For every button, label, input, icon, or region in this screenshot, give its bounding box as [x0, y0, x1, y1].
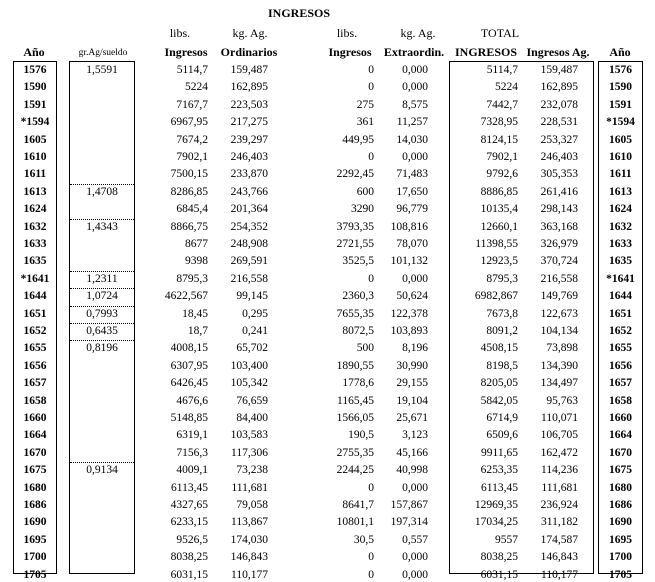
cell-extraordinary-libs: 275 — [356, 98, 374, 111]
cell-total-kg: 114,236 — [541, 464, 578, 477]
cell-year-right: 1651 — [609, 307, 632, 320]
cell-extraordinary-libs: 3793,35 — [336, 220, 374, 233]
cell-extraordinary-kg: 71,483 — [396, 168, 428, 181]
header-extraordinarios: Extraordin. — [383, 45, 445, 59]
cell-year-left: *1594 — [20, 116, 50, 129]
cell-extraordinary-kg: 101,132 — [390, 255, 428, 268]
cell-total-libs: 12969,35 — [474, 499, 518, 511]
cell-extraordinary-kg: 108,816 — [390, 220, 428, 233]
cell-ordinary-kg: 99,145 — [236, 290, 268, 303]
cell-ordinary-libs: 4676,6 — [176, 394, 208, 407]
cell-total-libs: 8795,3 — [486, 272, 518, 285]
cell-total-libs: 8886,85 — [480, 185, 518, 198]
header-ingresos-extraordinarios: Ingresos — [328, 45, 372, 59]
cell-year-right: *1594 — [606, 116, 635, 129]
cell-extraordinary-kg: 8,575 — [402, 98, 428, 111]
cell-total-libs: 6982,867 — [474, 290, 518, 303]
cell-extraordinary-kg: 0,000 — [402, 64, 428, 76]
cell-total-libs: 12660,1 — [480, 220, 518, 233]
cell-year-left: 1675 — [23, 464, 47, 477]
cell-year-left: 1655 — [23, 342, 47, 355]
cell-extraordinary-libs: 8072,5 — [342, 325, 374, 337]
cell-ordinary-libs: 4327,65 — [170, 499, 208, 511]
cell-total-kg: 146,843 — [540, 551, 578, 564]
cell-extraordinary-kg: 50,624 — [396, 290, 428, 303]
cell-ordinary-kg: 239,297 — [230, 133, 268, 146]
cell-ordinary-libs: 7167,7 — [176, 98, 208, 111]
cell-total-libs: 12923,5 — [480, 255, 518, 268]
ratio-separator — [70, 288, 134, 289]
header-ordinarios: Ordinarios — [220, 45, 278, 59]
cell-total-kg: 111,681 — [541, 481, 578, 494]
header-kg-extraordinarios: kg. Ag. — [400, 26, 436, 40]
cell-extraordinary-kg: 11,257 — [396, 116, 428, 129]
cell-ordinary-libs: 5148,85 — [170, 412, 208, 424]
cell-ordinary-libs: 6307,95 — [170, 359, 208, 372]
cell-total-libs: 4508,15 — [480, 342, 518, 355]
cell-extraordinary-libs: 2721,55 — [336, 238, 374, 250]
cell-year-left: 1644 — [23, 290, 47, 303]
cell-total-kg: 216,558 — [540, 272, 578, 285]
cell-extraordinary-kg: 19,104 — [396, 394, 428, 407]
cell-ordinary-libs: 8038,25 — [170, 551, 208, 564]
cell-total-libs: 9792,6 — [486, 168, 518, 181]
cell-ordinary-libs: 7500,15 — [170, 168, 208, 181]
cell-ordinary-kg: 223,503 — [230, 98, 268, 111]
cell-extraordinary-libs: 8641,7 — [342, 499, 374, 511]
cell-extraordinary-libs: 1890,55 — [336, 359, 374, 372]
cell-ordinary-libs: 8866,75 — [170, 220, 208, 233]
cell-ordinary-libs: 6967,95 — [170, 116, 208, 129]
cell-total-libs: 5114,7 — [486, 64, 518, 76]
cell-ordinary-kg: 201,364 — [230, 203, 268, 216]
cell-ratio: 0,6435 — [86, 325, 118, 337]
cell-extraordinary-libs: 2292,45 — [336, 168, 374, 181]
header-year-right: Año — [609, 45, 631, 59]
cell-extraordinary-libs: 449,95 — [342, 133, 374, 146]
cell-total-kg: 298,143 — [540, 203, 578, 216]
cell-year-right: 1700 — [609, 551, 632, 564]
ratio-separator — [70, 184, 134, 185]
cell-total-libs: 8124,15 — [480, 133, 518, 146]
cell-ordinary-kg: 84,400 — [236, 412, 268, 424]
cell-year-right: 1680 — [609, 481, 632, 494]
cell-extraordinary-kg: 0,000 — [402, 568, 428, 581]
cell-total-libs: 7673,8 — [486, 307, 518, 320]
cell-year-left: 1652 — [23, 325, 47, 337]
cell-ordinary-kg: 76,659 — [236, 394, 268, 407]
cell-year-right: 1635 — [609, 255, 632, 268]
cell-year-left: 1670 — [23, 446, 47, 459]
cell-ordinary-kg: 79,058 — [236, 499, 268, 511]
cell-total-kg: 162,895 — [540, 81, 578, 94]
header-kg-ordinarios: kg. Ag. — [232, 26, 268, 40]
header-year-left: Año — [23, 45, 45, 59]
cell-extraordinary-libs: 0 — [368, 81, 374, 94]
cell-ordinary-kg: 246,403 — [230, 151, 268, 163]
cell-ordinary-kg: 159,487 — [230, 64, 268, 76]
cell-year-right: 1675 — [609, 464, 632, 477]
ratio-separator — [70, 271, 134, 272]
cell-ordinary-kg: 111,681 — [231, 481, 268, 494]
cell-total-libs: 7328,95 — [480, 116, 518, 129]
cell-total-kg: 134,390 — [540, 359, 578, 372]
cell-ordinary-libs: 7674,2 — [176, 133, 208, 146]
cell-year-right: 1660 — [609, 412, 632, 424]
header-ingresos-ag: Ingresos Ag. — [526, 45, 590, 59]
cell-total-libs: 8091,2 — [486, 325, 518, 337]
cell-extraordinary-kg: 0,000 — [402, 81, 428, 94]
cell-ordinary-kg: 248,908 — [230, 238, 268, 250]
cell-total-kg: 326,979 — [540, 238, 578, 250]
cell-year-left: 1611 — [23, 168, 47, 181]
cell-total-kg: 311,182 — [541, 516, 578, 529]
cell-extraordinary-libs: 190,5 — [348, 429, 374, 442]
cell-extraordinary-kg: 197,314 — [390, 516, 428, 529]
cell-extraordinary-libs: 500 — [356, 342, 374, 355]
ratio-separator — [70, 462, 134, 463]
header-libs-ordinarios: libs. — [169, 26, 191, 40]
cell-extraordinary-kg: 45,166 — [396, 446, 428, 459]
cell-year-right: 1664 — [609, 429, 632, 442]
cell-year-left: 1664 — [23, 429, 47, 442]
cell-year-left: 1635 — [23, 255, 47, 268]
cell-extraordinary-libs: 361 — [356, 116, 374, 129]
cell-ordinary-libs: 8286,85 — [170, 185, 208, 198]
cell-total-kg: 122,673 — [540, 307, 578, 320]
cell-extraordinary-libs: 30,5 — [353, 533, 374, 546]
header-total: TOTAL — [480, 26, 520, 40]
cell-total-kg: 110,177 — [541, 568, 578, 581]
cell-extraordinary-libs: 0 — [368, 481, 374, 494]
cell-total-kg: 73,898 — [546, 342, 578, 355]
cell-extraordinary-kg: 78,070 — [396, 238, 428, 250]
cell-total-kg: 174,587 — [540, 533, 578, 546]
cell-year-right: 1605 — [609, 133, 632, 146]
cell-year-left: 1632 — [23, 220, 47, 233]
cell-ordinary-libs: 5114,7 — [176, 64, 208, 76]
cell-year-left: 1658 — [23, 394, 47, 407]
cell-total-kg: 370,724 — [540, 255, 578, 268]
cell-year-left: 1633 — [23, 238, 47, 250]
cell-total-kg: 95,763 — [546, 394, 578, 407]
cell-ordinary-kg: 146,843 — [230, 551, 268, 564]
cell-total-kg: 228,531 — [540, 116, 578, 129]
cell-year-right: 1670 — [609, 446, 632, 459]
cell-extraordinary-kg: 0,000 — [402, 551, 428, 564]
cell-year-left: 1657 — [23, 377, 47, 390]
cell-ordinary-libs: 9398 — [185, 255, 208, 268]
cell-year-right: 1658 — [609, 394, 632, 407]
cell-year-right: 1613 — [609, 185, 632, 198]
cell-extraordinary-libs: 1778,6 — [342, 377, 374, 390]
cell-extraordinary-libs: 600 — [356, 185, 374, 198]
cell-year-left: 1690 — [23, 516, 47, 529]
cell-extraordinary-kg: 17,650 — [396, 185, 428, 198]
cell-total-kg: 104,134 — [540, 325, 578, 337]
cell-total-kg: 246,403 — [540, 151, 578, 163]
cell-ordinary-kg: 243,766 — [230, 185, 268, 198]
cell-ordinary-libs: 7156,3 — [176, 446, 208, 459]
cell-total-kg: 149,769 — [540, 290, 578, 303]
cell-ratio: 0,8196 — [86, 342, 118, 355]
cell-extraordinary-kg: 103,893 — [390, 325, 428, 337]
cell-total-libs: 9557 — [495, 533, 518, 546]
cell-extraordinary-libs: 3525,5 — [342, 255, 374, 268]
cell-year-left: 1576 — [23, 64, 47, 76]
cell-extraordinary-kg: 3,123 — [402, 429, 428, 442]
cell-year-left: 1605 — [23, 133, 47, 146]
cell-year-right: 1657 — [609, 377, 632, 390]
cell-extraordinary-kg: 8,196 — [402, 342, 428, 355]
cell-extraordinary-libs: 2360,3 — [342, 290, 374, 303]
cell-ordinary-libs: 9526,5 — [176, 533, 208, 546]
cell-ordinary-kg: 73,238 — [236, 464, 268, 477]
cell-year-left: 1613 — [23, 185, 47, 198]
cell-ordinary-kg: 65,702 — [236, 342, 268, 355]
cell-ratio: 1,0724 — [86, 290, 118, 303]
cell-ordinary-kg: 174,030 — [230, 533, 268, 546]
cell-ratio: 1,4343 — [86, 220, 118, 233]
cell-total-kg: 305,353 — [540, 168, 578, 181]
cell-ordinary-kg: 0,295 — [242, 307, 268, 320]
cell-ordinary-libs: 6845,4 — [176, 203, 208, 216]
cell-total-kg: 106,705 — [540, 429, 578, 442]
cell-year-left: 1660 — [23, 412, 47, 424]
cell-ordinary-libs: 6031,15 — [170, 568, 208, 581]
cell-ordinary-kg: 110,177 — [231, 568, 268, 581]
cell-year-right: 1590 — [609, 81, 632, 94]
cell-year-right: 1686 — [609, 499, 632, 511]
cell-year-left: 1624 — [23, 203, 47, 216]
cell-year-left: 1680 — [23, 481, 47, 494]
cell-total-libs: 8198,5 — [486, 359, 518, 372]
cell-total-kg: 363,168 — [540, 220, 578, 233]
cell-extraordinary-libs: 0 — [368, 551, 374, 564]
cell-ordinary-kg: 113,867 — [231, 516, 268, 529]
cell-ordinary-kg: 162,895 — [230, 81, 268, 94]
cell-year-left: 1590 — [23, 81, 47, 94]
cell-year-left: 1610 — [23, 151, 47, 163]
cell-total-libs: 10135,4 — [480, 203, 518, 216]
cell-total-libs: 8205,05 — [480, 377, 518, 390]
cell-year-left: 1705 — [23, 568, 47, 581]
cell-year-right: *1641 — [606, 272, 635, 285]
cell-ratio: 1,2311 — [86, 272, 118, 285]
cell-total-kg: 110,071 — [541, 412, 578, 424]
cell-total-libs: 8038,25 — [480, 551, 518, 564]
cell-ordinary-libs: 4009,1 — [176, 464, 208, 477]
cell-ordinary-libs: 18,7 — [187, 325, 208, 337]
cell-extraordinary-kg: 0,000 — [402, 272, 428, 285]
cell-extraordinary-libs: 0 — [368, 568, 374, 581]
cell-total-libs: 17034,25 — [474, 516, 518, 529]
cell-total-kg: 236,924 — [540, 499, 578, 511]
cell-year-right: 1644 — [609, 290, 632, 303]
cell-year-right: 1695 — [609, 533, 632, 546]
cell-total-libs: 6509,6 — [486, 429, 518, 442]
cell-ordinary-kg: 103,400 — [230, 359, 268, 372]
cell-ordinary-libs: 4008,15 — [170, 342, 208, 355]
cell-extraordinary-libs: 0 — [368, 64, 374, 76]
cell-extraordinary-libs: 1165,45 — [337, 394, 374, 407]
ratio-separator — [70, 219, 134, 220]
cell-year-right: 1632 — [609, 220, 632, 233]
cell-year-right: 1624 — [609, 203, 632, 216]
cell-ordinary-kg: 269,591 — [230, 255, 268, 268]
cell-extraordinary-kg: 30,990 — [396, 359, 428, 372]
cell-ordinary-libs: 18,45 — [182, 307, 208, 320]
page-title: INGRESOS — [268, 6, 331, 20]
cell-ordinary-libs: 5224 — [185, 81, 208, 94]
cell-ratio: 0,7993 — [86, 307, 118, 320]
cell-year-right: 1611 — [609, 168, 632, 181]
cell-extraordinary-kg: 96,779 — [396, 203, 428, 216]
cell-year-left: 1695 — [23, 533, 47, 546]
cell-total-kg: 253,327 — [540, 133, 578, 146]
cell-ordinary-libs: 6233,15 — [170, 516, 208, 529]
cell-extraordinary-libs: 0 — [368, 272, 374, 285]
cell-ordinary-kg: 233,870 — [230, 168, 268, 181]
cell-year-right: 1690 — [609, 516, 632, 529]
header-libs-extraordinarios: libs. — [336, 26, 358, 40]
cell-ordinary-kg: 217,275 — [230, 116, 268, 129]
cell-total-libs: 6253,35 — [480, 464, 518, 477]
cell-extraordinary-libs: 1566,05 — [336, 412, 374, 424]
cell-year-left: *1641 — [20, 272, 50, 285]
cell-total-libs: 6714,9 — [486, 412, 518, 424]
cell-year-right: 1705 — [609, 568, 632, 581]
cell-ordinary-kg: 254,352 — [230, 220, 268, 233]
cell-extraordinary-kg: 40,998 — [396, 464, 428, 477]
cell-ordinary-kg: 105,342 — [230, 377, 268, 390]
cell-year-left: 1656 — [23, 359, 47, 372]
cell-extraordinary-kg: 0,557 — [402, 533, 428, 546]
cell-extraordinary-kg: 25,671 — [396, 412, 428, 424]
cell-extraordinary-libs: 2755,35 — [336, 446, 374, 459]
cell-total-libs: 7902,1 — [486, 151, 518, 163]
cell-year-right: 1610 — [609, 151, 632, 163]
cell-extraordinary-libs: 10801,1 — [336, 516, 374, 529]
cell-extraordinary-kg: 0,000 — [402, 481, 428, 494]
cell-ordinary-libs: 4622,567 — [164, 290, 208, 303]
ratio-separator — [70, 340, 134, 341]
cell-ordinary-libs: 8677 — [185, 238, 208, 250]
cell-total-libs: 5224 — [495, 81, 518, 94]
cell-total-libs: 7442,7 — [486, 98, 518, 111]
cell-total-libs: 11398,55 — [475, 238, 518, 250]
cell-ratio: 0,9134 — [86, 464, 118, 477]
cell-ordinary-libs: 6113,45 — [171, 481, 208, 494]
cell-ordinary-kg: 117,306 — [231, 446, 268, 459]
ratio-separator — [70, 323, 134, 324]
header-ratio: gr.Ag/sueldo — [78, 48, 128, 58]
cell-ordinary-libs: 7902,1 — [176, 151, 208, 163]
cell-year-left: 1591 — [23, 98, 47, 111]
cell-total-kg: 134,497 — [540, 377, 578, 390]
cell-extraordinary-libs: 7655,35 — [336, 307, 374, 320]
header-total-ingresos: INGRESOS — [454, 45, 518, 59]
cell-ordinary-kg: 0,241 — [242, 325, 268, 337]
cell-total-libs: 6031,15 — [480, 568, 518, 581]
cell-ordinary-libs: 6426,45 — [170, 377, 208, 390]
cell-year-right: 1591 — [609, 98, 632, 111]
cell-extraordinary-kg: 14,030 — [396, 133, 428, 146]
cell-total-libs: 9911,65 — [481, 446, 518, 459]
cell-extraordinary-kg: 29,155 — [396, 377, 428, 390]
cell-year-left: 1686 — [23, 499, 47, 511]
cell-ordinary-kg: 103,583 — [230, 429, 268, 442]
cell-ordinary-kg: 216,558 — [230, 272, 268, 285]
cell-extraordinary-libs: 3290 — [351, 203, 374, 216]
cell-total-libs: 5842,05 — [480, 394, 518, 407]
cell-year-left: 1700 — [23, 551, 47, 564]
cell-ratio: 1,4708 — [86, 185, 118, 198]
cell-year-right: 1656 — [609, 359, 632, 372]
cell-total-kg: 261,416 — [540, 185, 578, 198]
cell-total-libs: 6113,45 — [481, 481, 518, 494]
cell-year-right: 1633 — [609, 238, 632, 250]
cell-year-left: 1651 — [23, 307, 47, 320]
cell-extraordinary-kg: 157,867 — [390, 499, 428, 511]
cell-ratio: 1,5591 — [86, 64, 118, 76]
cell-ordinary-libs: 8795,3 — [176, 272, 208, 285]
cell-total-kg: 232,078 — [540, 98, 578, 111]
cell-extraordinary-libs: 2244,25 — [336, 464, 374, 477]
ratio-separator — [70, 306, 134, 307]
cell-year-right: 1576 — [609, 64, 632, 76]
cell-extraordinary-kg: 0,000 — [402, 151, 428, 163]
header-ingresos-ordinarios: Ingresos — [164, 45, 208, 59]
cell-total-kg: 162,472 — [540, 446, 578, 459]
cell-ordinary-libs: 6319,1 — [176, 429, 208, 442]
cell-year-right: 1652 — [609, 325, 632, 337]
cell-total-kg: 159,487 — [540, 64, 578, 76]
cell-extraordinary-kg: 122,378 — [390, 307, 428, 320]
cell-extraordinary-libs: 0 — [368, 151, 374, 163]
cell-year-right: 1655 — [609, 342, 632, 355]
